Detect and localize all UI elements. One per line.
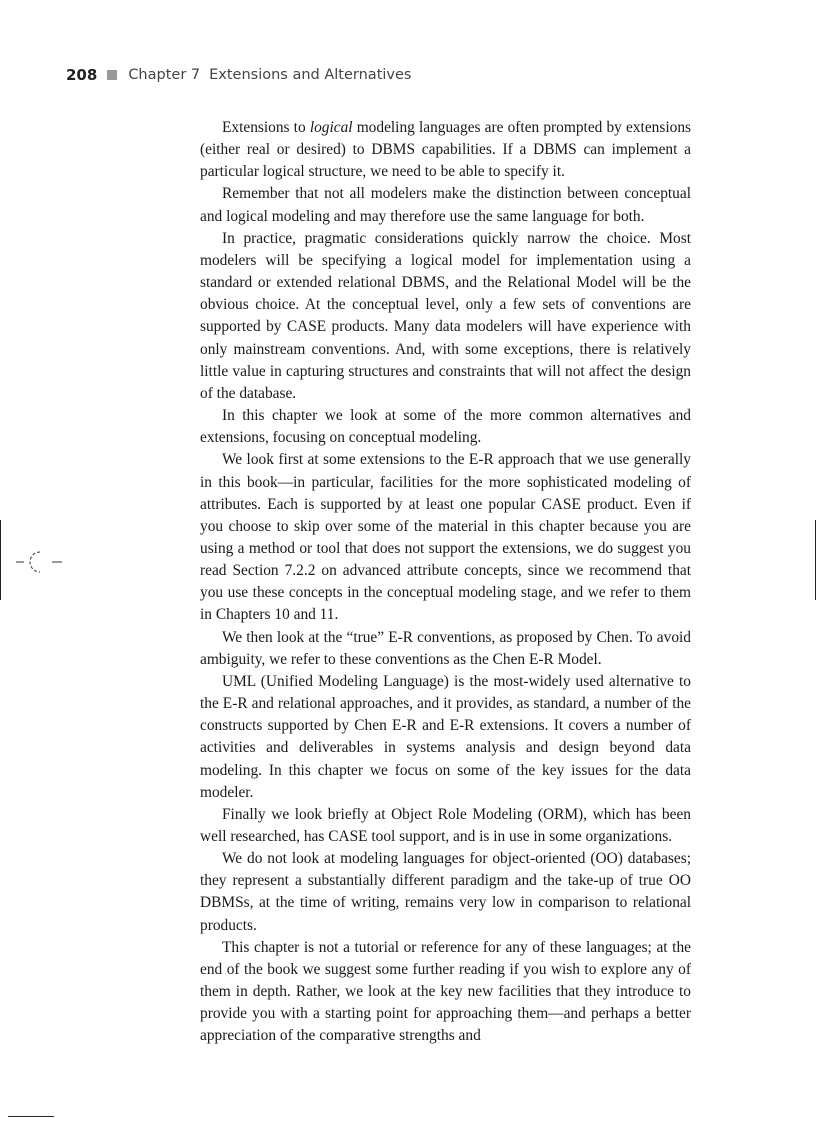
paragraph [200,627,691,671]
paragraph [200,117,691,183]
crop-mark-left [0,520,1,600]
paragraph [200,804,691,848]
paragraph [200,449,691,626]
paragraph [200,848,691,937]
paragraph-text: In this chapter we look at some of the more common alternatives and extensions, focusing on conceptual modeling. [200,407,691,447]
paragraph-text: UML (Unified Modeling Language) is the most-widely used alternative to the E-R and relational approaches, and it provides, as standard, a number of the constructs supported by Chen E-R and E-R extensions. It covers a number of activities and deliverables in systems analysis and design beyond data modeling. In this chapter we focus on some of the key issues for the data modeler. [200,672,691,801]
paragraph-text: We look first at some extensions to the E-R approach that we use generally in this book—in particular, facilities for the more sophisticated modeling of attributes. Each is supported by at least one popular CASE product. Even if you choose to skip over some of the material in this chapter because you are using a method or tool that does not support the extensions, we do suggest you read Section 7.2.2 on advanced attribute concepts, since we recommend that you use these concepts in the conceptual modeling stage, and we refer to them in Chapters 10 and 11. [200,451,691,624]
paragraph-text: We do not look at modeling languages for object-oriented (OO) databases; they represent a substantially different paradigm and the take-up of true OO DBMSs, at the time of writing, remains very low in comparison to relational products. [200,850,691,934]
running-head [66,64,411,86]
paragraph-text: In practice, pragmatic considerations quickly narrow the choice. Most modelers will be specifying a logical model for implementation using a standard or extended relational DBMS, and the Relational Model will be the obvious choice. At the conceptual level, only a few sets of conventions are supported by CASE products. Many data modelers will have experience with only mainstream conventions. And, with some exceptions, there is relatively little value in capturing structures and constraints that will not affect the design of the database. [200,229,691,402]
paragraph-text: Remember that not all modelers make the distinction between conceptual and logical modeling and may therefore use the same language for both. [200,185,691,225]
paragraph [200,183,691,227]
paragraph-text: Finally we look briefly at Object Role Modeling (ORM), which has been well researched, has CASE tool support, and is in use in some organizations. [200,805,691,845]
paragraph-text: We then look at the “true” E-R conventions, as proposed by Chen. To avoid ambiguity, we refer to these conventions as the Chen E-R Model. [200,628,691,668]
paragraph [200,671,691,804]
paragraph [200,937,691,1048]
bottom-rule [8,1116,54,1117]
paragraph-text: modeling languages are often prompted by extensions (either real or desired) to DBMS capabilities. If a DBMS can implement a particular logical structure, we need to be able to specify it. [200,119,691,181]
paragraph-text: This chapter is not a tutorial or reference for any of these languages; at the end of the book we suggest some further reading if you wish to explore any of them in depth. Rather, we look at the key new facilities that they introduce to provide you with a starting point for approaching them—and perhaps a better appreciation of the comparative strengths and [200,938,691,1045]
emphasized-text: logical [309,119,353,136]
chapter-label: Chapter 7 [128,67,201,83]
paragraph [200,228,691,405]
paragraph-text: Extensions to [222,119,310,136]
chapter-title: Extensions and Alternatives [209,67,412,83]
paragraph [200,405,691,449]
registration-mark-icon [16,549,62,575]
body-text [200,117,691,1048]
running-head-square-icon [107,70,117,80]
page-number: 208 [66,66,98,84]
